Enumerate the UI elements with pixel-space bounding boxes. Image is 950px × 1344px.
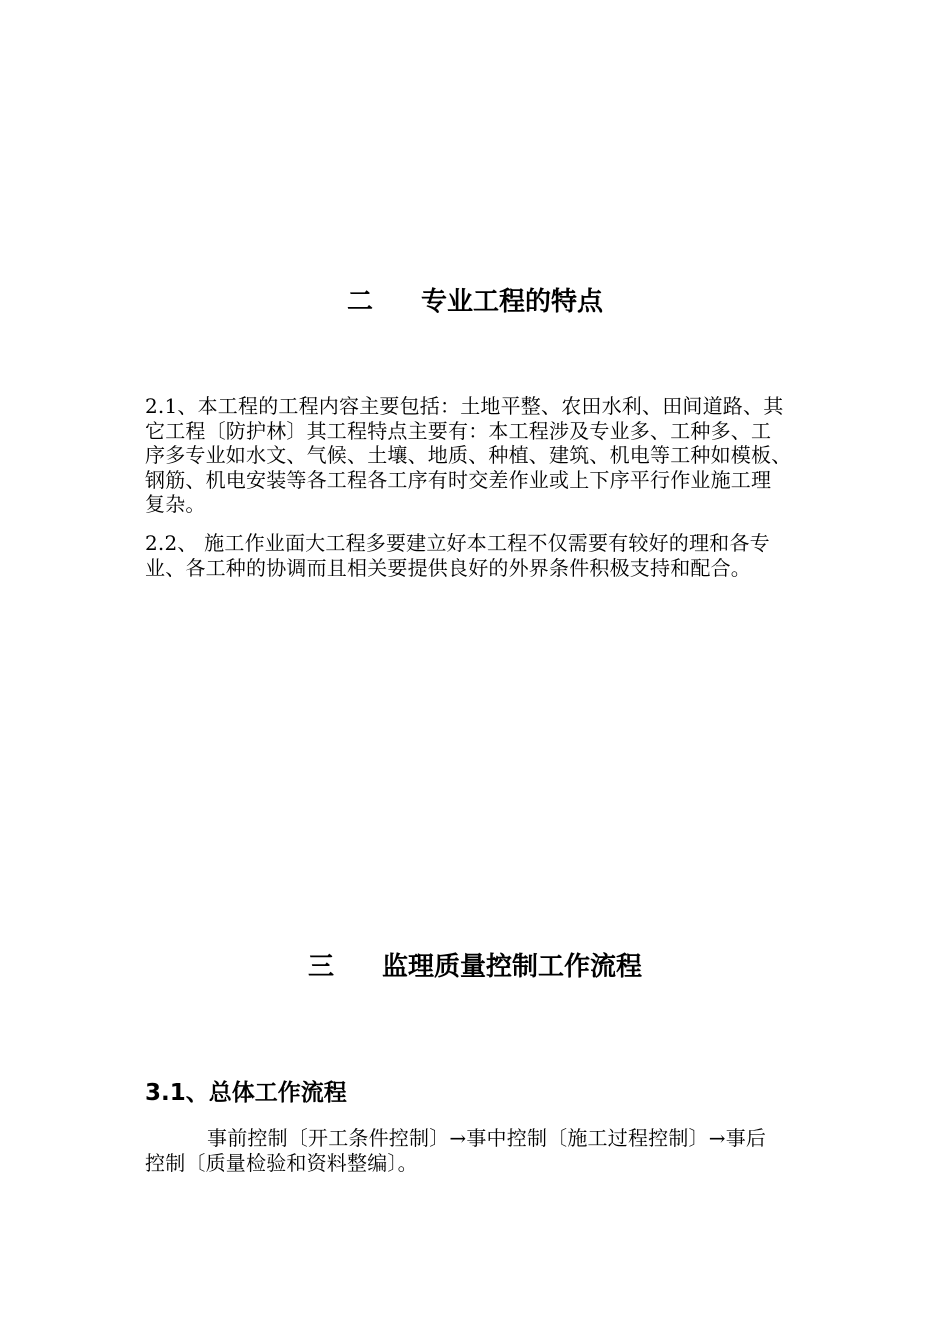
- paragraph-line: 2.2、 施工作业面大工程多要建立好本工程不仅需要有较好的理和各专: [145, 531, 770, 555]
- section-2-number: 二: [346, 287, 373, 317]
- paragraph-line: 2.1、本工程的工程内容主要包括：土地平整、农田水利、田间道路、其: [145, 394, 784, 418]
- paragraph-line: 它工程〔防护林〕其工程特点主要有：本工程涉及专业多、工种多、工: [145, 418, 772, 443]
- paragraph-line: 事前控制〔开工条件控制〕→事中控制〔施工过程控制〕→事后: [207, 1126, 767, 1150]
- section-3-title: 监理质量控制工作流程: [382, 952, 643, 982]
- paragraph-line: 钢筋、机电安装等各工程各工序有时交差作业或上下序平行作业施工理: [145, 467, 772, 492]
- paragraph-line: 业、各工种的协调而且相关要提供良好的外界条件积极支持和配合。: [145, 555, 751, 580]
- section-2-heading: [0, 285, 950, 319]
- section-3-heading: [0, 950, 950, 984]
- paragraph-line: 复杂。: [145, 492, 206, 516]
- section-3-number: 三: [307, 952, 334, 982]
- section-3-1-heading: 3.1、总体工作流程: [145, 1080, 347, 1106]
- paragraph-line: 控制〔质量检验和资料整编〕。: [145, 1150, 418, 1175]
- section-2-paragraph-2: [145, 531, 805, 580]
- section-2-paragraph-1: [145, 394, 805, 517]
- paragraph-line: 序多专业如水文、气候、土壤、地质、种植、建筑、机电等工种如模板、: [145, 443, 792, 467]
- section-3-1-paragraph: [145, 1126, 805, 1175]
- section-2-title: 专业工程的特点: [421, 287, 604, 317]
